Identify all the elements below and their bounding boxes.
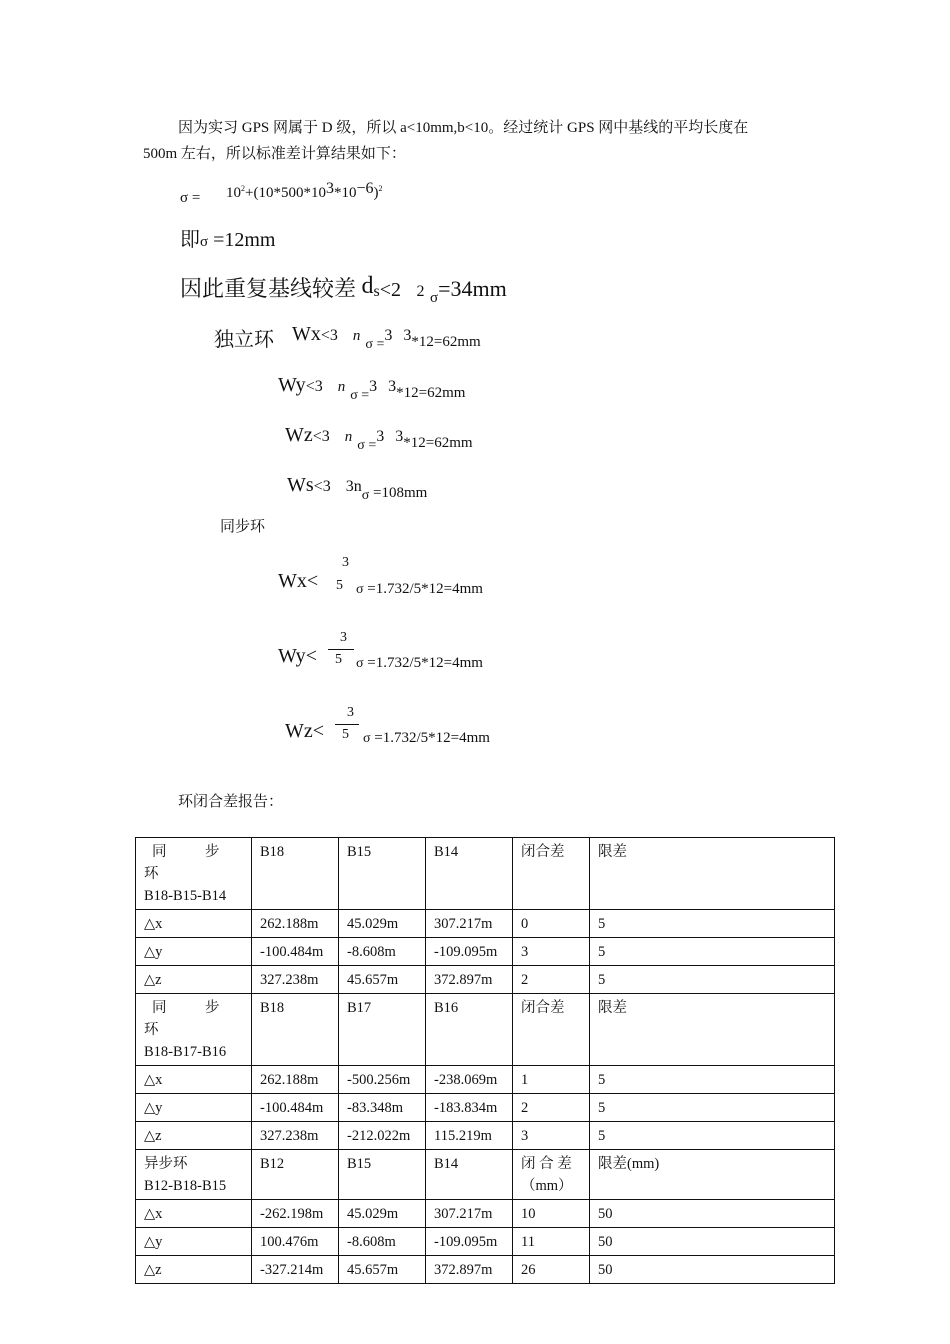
closure-header [513, 1150, 590, 1200]
w-label: Wz [285, 720, 313, 742]
table-cell: -327.214m [252, 1256, 339, 1284]
table-cell: 372.897m [426, 966, 513, 994]
loop-type: 同 步 环 [144, 1000, 258, 1038]
table-cell: -212.022m [339, 1122, 426, 1150]
sigma-symbol: σ [356, 582, 364, 597]
frac-denominator: 5 [336, 578, 343, 593]
ds-s: s [373, 283, 380, 300]
station-header: B15 [339, 838, 426, 910]
table-cell: 307.217m [426, 1200, 513, 1228]
sigma-symbol: σ = [365, 337, 385, 352]
table-cell: 11 [513, 1228, 590, 1256]
w-value: *12=62mm [411, 334, 481, 350]
table-cell: 5 [590, 910, 835, 938]
sync-row-wx [278, 555, 578, 605]
closure-header: 闭合差 [513, 994, 590, 1066]
table-cell: 45.029m [339, 910, 426, 938]
coef-three: 3 [369, 378, 378, 395]
rad-term-plus: +(10*500*10 [245, 185, 326, 201]
table-cell: 50 [590, 1200, 835, 1228]
station-header: B16 [426, 994, 513, 1066]
table-cell: 5 [590, 1122, 835, 1150]
rad-term-mid: *10 [333, 185, 357, 201]
frac-denominator: 5 [342, 727, 349, 742]
closure-header: 闭合差 [513, 838, 590, 910]
sqrt-three: 3 [403, 327, 412, 344]
w-label: Ws [287, 474, 314, 496]
table-cell: 262.188m [252, 1066, 339, 1094]
sigma-symbol: σ [363, 731, 371, 746]
table-header-row [136, 994, 835, 1066]
w-lt: <3 [313, 478, 331, 495]
table-cell: 3 [513, 938, 590, 966]
table-cell: 5 [590, 1094, 835, 1122]
table-cell: -83.348m [339, 1094, 426, 1122]
n-var: n [344, 429, 353, 445]
w-label: Wz [285, 424, 313, 446]
sync-value [356, 655, 483, 672]
loop-id: B18-B15-B14 [144, 888, 227, 904]
w-value: =1.732/5*12=4mm [363, 581, 483, 597]
table-cell: 262.188m [252, 910, 339, 938]
table-cell: △x [136, 1200, 252, 1228]
loop-name-cell [136, 994, 258, 1066]
rad-close: ) [373, 185, 379, 201]
station-header: B18 [252, 838, 339, 910]
table-cell: 26 [513, 1256, 590, 1284]
table-row [136, 1200, 835, 1228]
w-value: *12=62mm [403, 435, 473, 451]
w-lt: < [306, 570, 319, 592]
sqrt-two: 2 [416, 283, 425, 300]
table-cell: 307.217m [426, 910, 513, 938]
frac-numerator: 3 [347, 705, 354, 720]
station-header: B17 [339, 994, 426, 1066]
loop-type: 异步环 [144, 1156, 188, 1172]
sigma-result-value: =12mm [208, 229, 276, 251]
sigma-radicand [226, 180, 383, 202]
rad-square-exp: 2 [378, 184, 383, 193]
loop-id: B12-B18-B15 [144, 1178, 227, 1194]
w-label: Wx [292, 323, 321, 345]
loop-type: 同 步 环 [144, 844, 258, 882]
table-cell: 2 [513, 1094, 590, 1122]
closure-report-table [135, 837, 835, 1284]
w-label: Wy [278, 645, 306, 667]
sigma-result [180, 223, 276, 252]
frac-denominator: 5 [335, 652, 342, 667]
table-row [136, 1094, 835, 1122]
frac-bar [335, 724, 359, 725]
intro-line-1: 因为实习 GPS 网属于 D 级，所以 a<10mm,b<10。经过统计 GPS 网中基线的平均长度在 [178, 120, 749, 136]
table-cell: 327.238m [252, 1122, 339, 1150]
table-cell: 327.238m [252, 966, 339, 994]
sigma-symbol: σ [361, 488, 370, 503]
station-header: B15 [339, 1150, 426, 1200]
table-cell: 0 [513, 910, 590, 938]
w-lt: <3 [312, 428, 330, 445]
sigma-symbol: σ = [350, 388, 370, 403]
table-header-row [136, 1150, 835, 1200]
tolerance-header: 限差(mm) [590, 1150, 835, 1200]
table-cell: -100.484m [252, 1094, 339, 1122]
table-cell: 372.897m [426, 1256, 513, 1284]
sigma-lhs: σ = [180, 190, 201, 206]
table-cell: -109.095m [426, 938, 513, 966]
w-value: =108mm [369, 485, 428, 501]
table-cell: 1 [513, 1066, 590, 1094]
table-cell: -8.608m [339, 938, 426, 966]
w-value: =1.732/5*12=4mm [370, 730, 490, 746]
sync-label: 同步环 [220, 519, 266, 535]
table-row [136, 1066, 835, 1094]
w-label-group [278, 570, 318, 593]
table-cell: 45.657m [339, 1256, 426, 1284]
station-header: B12 [252, 1150, 339, 1200]
w-lt: <3 [305, 378, 323, 395]
frac-bar [328, 649, 354, 650]
sync-row-wy [278, 630, 578, 680]
table-cell: 5 [590, 966, 835, 994]
table-cell: -109.095m [426, 1228, 513, 1256]
loop-name-cell [136, 1150, 252, 1200]
loop-id: B18-B17-B16 [144, 1044, 227, 1060]
station-header: B14 [426, 838, 513, 910]
table-cell: -238.069m [426, 1066, 513, 1094]
table-cell: 10 [513, 1200, 590, 1228]
coef-three: 3 [384, 327, 393, 344]
independent-label: 独立环 [214, 329, 274, 351]
table-cell: △x [136, 910, 252, 938]
table-row [136, 1122, 835, 1150]
rad-term-a: 10 [226, 185, 241, 201]
rad-exp-neg6: −6 [356, 180, 374, 197]
table-cell: △z [136, 1122, 252, 1150]
sync-value [363, 730, 490, 747]
rad-term-a-exp: 2 [241, 184, 245, 193]
table-row [136, 1228, 835, 1256]
table-cell: △y [136, 938, 252, 966]
independent-row-wx [292, 323, 481, 353]
table-cell: 45.657m [339, 966, 426, 994]
n-var: n [337, 379, 346, 395]
w-value: =1.732/5*12=4mm [363, 655, 483, 671]
table-cell: 45.029m [339, 1200, 426, 1228]
tolerance-header: 限差 [590, 838, 835, 910]
independent-row-wy [278, 374, 465, 404]
loop-name-cell [136, 838, 258, 910]
table-cell: -183.834m [426, 1094, 513, 1122]
frac-numerator: 3 [342, 555, 349, 570]
table-cell: 3 [513, 1122, 590, 1150]
independent-row-wz [285, 424, 473, 454]
table-cell: 5 [590, 1066, 835, 1094]
closure-header-label: 闭 合 差 [521, 1156, 572, 1172]
ds-d: d [361, 273, 374, 299]
table-cell: -500.256m [339, 1066, 426, 1094]
sigma-symbol: σ = [357, 438, 377, 453]
table-row [136, 938, 835, 966]
w-value: *12=62mm [396, 385, 466, 401]
w-lt: < [305, 645, 317, 667]
intro-line-2: 500m 左右，所以标准差计算结果如下： [143, 146, 406, 162]
table-cell: 50 [590, 1228, 835, 1256]
tolerance-header: 限差 [590, 994, 835, 1066]
sqrt-three: 3 [395, 428, 404, 445]
sigma-symbol: σ [200, 234, 209, 250]
repeat-baseline-label: 因此重复基线较差 [180, 276, 357, 301]
table-cell: 2 [513, 966, 590, 994]
table-cell: 50 [590, 1256, 835, 1284]
table-cell: -100.484m [252, 938, 339, 966]
sigma-result-prefix: 即 [180, 229, 200, 251]
table-row [136, 1256, 835, 1284]
sync-value [356, 581, 483, 598]
n-var: n [352, 328, 361, 344]
table-cell: △y [136, 1094, 252, 1122]
table-cell: 100.476m [252, 1228, 339, 1256]
rad-exp-3: 3 [325, 180, 334, 197]
frac-numerator: 3 [340, 630, 347, 645]
w-label-group [285, 720, 324, 743]
sigma-symbol: σ [430, 290, 439, 306]
sigma-symbol: σ [356, 656, 364, 671]
w-lt: < [312, 720, 325, 742]
ds-lt2: <2 [379, 279, 402, 301]
table-cell: -262.198m [252, 1200, 339, 1228]
w-lt: <3 [320, 327, 338, 344]
repeat-baseline-value: =34mm [438, 276, 507, 301]
table-cell: △y [136, 1228, 252, 1256]
report-title: 环闭合差报告： [178, 794, 284, 810]
table-cell: 5 [590, 938, 835, 966]
sqrt-three: 3 [388, 378, 397, 395]
coef-three: 3 [376, 428, 385, 445]
n-var: 3n [345, 478, 362, 495]
closure-header-unit: （mm） [521, 1178, 573, 1194]
independent-row-ws [287, 474, 427, 504]
table-header-row [136, 838, 835, 910]
table-cell: △z [136, 966, 252, 994]
w-label: Wy [278, 374, 306, 396]
table-cell: △z [136, 1256, 252, 1284]
station-header: B14 [426, 1150, 513, 1200]
sync-row-wz [285, 705, 585, 755]
w-label-group [278, 645, 317, 668]
station-header: B18 [252, 994, 339, 1066]
table-row [136, 910, 835, 938]
table-cell: 115.219m [426, 1122, 513, 1150]
repeat-baseline [180, 272, 507, 307]
w-label: Wx [278, 570, 307, 592]
table-row [136, 966, 835, 994]
table-cell: △x [136, 1066, 252, 1094]
table-cell: -8.608m [339, 1228, 426, 1256]
